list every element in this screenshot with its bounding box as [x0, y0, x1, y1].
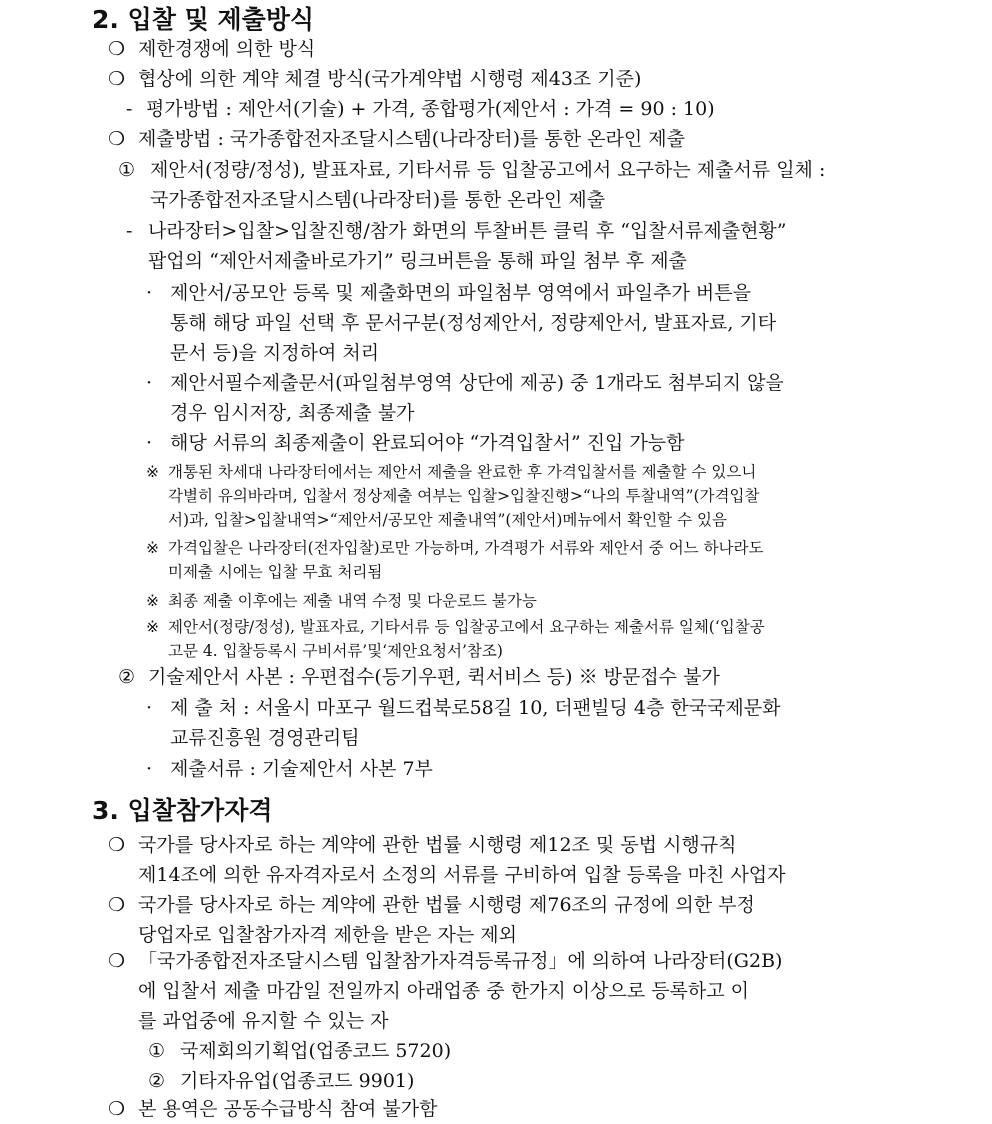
- dash-item: [126, 216, 916, 276]
- dot-marker: ·: [146, 282, 153, 304]
- dot-marker: ·: [146, 697, 153, 719]
- dot-marker: ·: [146, 372, 153, 394]
- item-text-line: 제14조에 의한 유자격자로서 소정의 서류를 구비하여 입찰 등록을 마친 사업자: [138, 864, 786, 886]
- note-text-line: 서)과, 입찰>입찰내역>“제안서/공모안 제출내역”(제안서)메뉴에서 확인할 수 있음: [168, 511, 727, 529]
- item-text: 기타자유업(업종코드 9901): [180, 1070, 415, 1092]
- dash-marker: -: [126, 220, 133, 242]
- item-text-line: 교류진흥원 경영관리팀: [170, 727, 360, 749]
- dash-item: [126, 94, 715, 124]
- note-text-line: 가격입찰은 나라장터(전자입찰)로만 가능하며, 가격평가 서류와 제안서 중 어느 하나라도: [168, 539, 764, 557]
- bullet-item: [108, 890, 908, 950]
- circle-bullet-icon: ❍: [108, 38, 126, 60]
- circle-bullet-icon: ❍: [108, 128, 126, 150]
- bullet-item: [108, 946, 908, 1036]
- dot-marker: ·: [146, 432, 153, 454]
- item-text-line: 국가를 당사자로 하는 계약에 관한 법률 시행령 제12조 및 동법 시행규칙: [138, 834, 737, 856]
- bullet-item: [108, 830, 908, 890]
- note-marker: ※: [146, 463, 159, 481]
- dot-item: [146, 428, 685, 458]
- section-3-title: 3. 입찰참가자격: [92, 796, 273, 825]
- number-marker: ①: [148, 1040, 166, 1062]
- note-marker: ※: [146, 592, 159, 610]
- item-text-line: 제안서/공모안 등록 및 제출화면의 파일첨부 영역에서 파일추가 버튼을: [170, 282, 751, 304]
- numbered-item: [118, 155, 908, 215]
- dot-item: [146, 754, 433, 784]
- item-text: 기술제안서 사본 : 우편접수(등기우편, 퀵서비스 등) ※ 방문접수 불가: [148, 666, 720, 688]
- number-marker: ①: [118, 159, 136, 181]
- numbered-item: [148, 1066, 414, 1096]
- bullet-item: [108, 124, 685, 154]
- item-text-line: 국가를 당사자로 하는 계약에 관한 법률 시행령 제76조의 규정에 의한 부정: [138, 894, 755, 916]
- item-text: 본 용역은 공동수급방식 참여 불가함: [138, 1098, 438, 1120]
- item-text-line: 문서 등)을 지정하여 처리: [170, 342, 380, 364]
- item-text: 해당 서류의 최종제출이 완료되어야 “가격입찰서” 진입 가능함: [170, 432, 685, 454]
- item-text-line: 당업자로 입찰참가자격 제한을 받은 자는 제외: [138, 924, 517, 946]
- item-text-line: 팝업의 “제안서제출바로가기” 링크버튼을 통해 파일 첨부 후 제출: [148, 250, 687, 272]
- item-text: 평가방법 : 제안서(기술) + 가격, 종합평가(제안서 : 가격 = 90 : 10): [146, 98, 715, 120]
- note-text: 최종 제출 이후에는 제출 내역 수정 및 다운로드 불가능: [168, 592, 537, 610]
- dot-item: [146, 278, 906, 368]
- item-text: 제출서류 : 기술제안서 사본 7부: [170, 758, 433, 780]
- item-text-line: 에 입찰서 제출 마감일 전일까지 아래업종 중 한가지 이상으로 등록하고 이: [138, 980, 750, 1002]
- note-item: [146, 460, 906, 532]
- note-item: [146, 536, 906, 584]
- item-text-line: 경우 임시저장, 최종제출 불가: [170, 402, 415, 424]
- bullet-item: [108, 34, 315, 64]
- item-text-line: 제안서필수제출문서(파일첨부영역 상단에 제공) 중 1개라도 첨부되지 않을: [170, 372, 784, 394]
- note-text-line: 개통된 차세대 나라장터에서는 제안서 제출을 완료한 후 가격입찰서를 제출할 수 있으니: [168, 463, 757, 481]
- item-text-line: 나라장터>입찰>입찰진행/참가 화면의 투찰버튼 클릭 후 “입찰서류제출현황”: [148, 220, 787, 242]
- item-text-line: 를 과업중에 유지할 수 있는 자: [138, 1010, 389, 1032]
- circle-bullet-icon: ❍: [108, 834, 126, 856]
- note-marker: ※: [146, 618, 159, 636]
- numbered-item: [148, 1036, 451, 1066]
- item-text: 제출방법 : 국가종합전자조달시스템(나라장터)를 통한 온라인 제출: [138, 128, 685, 150]
- item-text-line: 통해 해당 파일 선택 후 문서구분(정성제안서, 정량제안서, 발표자료, 기타: [170, 312, 777, 334]
- item-text: 제한경쟁에 의한 방식: [138, 38, 316, 60]
- number-marker: ②: [148, 1070, 166, 1092]
- numbered-item: [118, 662, 720, 692]
- note-item: [146, 589, 537, 613]
- dot-item: [146, 693, 906, 753]
- note-text-line: 미제출 시에는 입찰 무효 처리됨: [168, 563, 383, 581]
- item-text: 협상에 의한 계약 체결 방식(국가계약법 시행령 제43조 기준): [138, 68, 642, 90]
- bullet-item: [108, 1094, 437, 1124]
- dot-marker: ·: [146, 758, 153, 780]
- item-text-line: 국가종합전자조달시스템(나라장터)를 통한 온라인 제출: [150, 189, 606, 211]
- circle-bullet-icon: ❍: [108, 950, 126, 972]
- dot-item: [146, 368, 906, 428]
- item-text-line: 「국가종합전자조달시스템 입찰참가자격등록규정」에 의하여 나라장터(G2B): [138, 950, 783, 972]
- note-item: [146, 615, 906, 663]
- circle-bullet-icon: ❍: [108, 1098, 126, 1120]
- item-text: 국제회의기획업(업종코드 5720): [180, 1040, 452, 1062]
- bullet-item: [108, 64, 641, 94]
- note-text-line: 고문 4. 입찰등록시 구비서류’및‘제안요청서’참조): [168, 642, 503, 660]
- note-text-line: 각별히 유의바라며, 입찰서 정상제출 여부는 입찰>입찰진행>“나의 투찰내역”(가격입찰: [168, 487, 760, 505]
- item-text-line: 제 출 처 : 서울시 마포구 월드컵북로58길 10, 더팬빌딩 4층 한국국제문화: [170, 697, 781, 719]
- circle-bullet-icon: ❍: [108, 894, 126, 916]
- number-marker: ②: [118, 666, 136, 688]
- dash-marker: -: [126, 98, 133, 120]
- note-text-line: 제안서(정량/정성), 발표자료, 기타서류 등 입찰공고에서 요구하는 제출서류 일체(‘입찰공: [168, 618, 765, 636]
- section-2-title: 2. 입찰 및 제출방식: [92, 5, 315, 34]
- circle-bullet-icon: ❍: [108, 68, 126, 90]
- note-marker: ※: [146, 539, 159, 557]
- item-text-line: 제안서(정량/정성), 발표자료, 기타서류 등 입찰공고에서 요구하는 제출서류 일체 :: [150, 159, 826, 181]
